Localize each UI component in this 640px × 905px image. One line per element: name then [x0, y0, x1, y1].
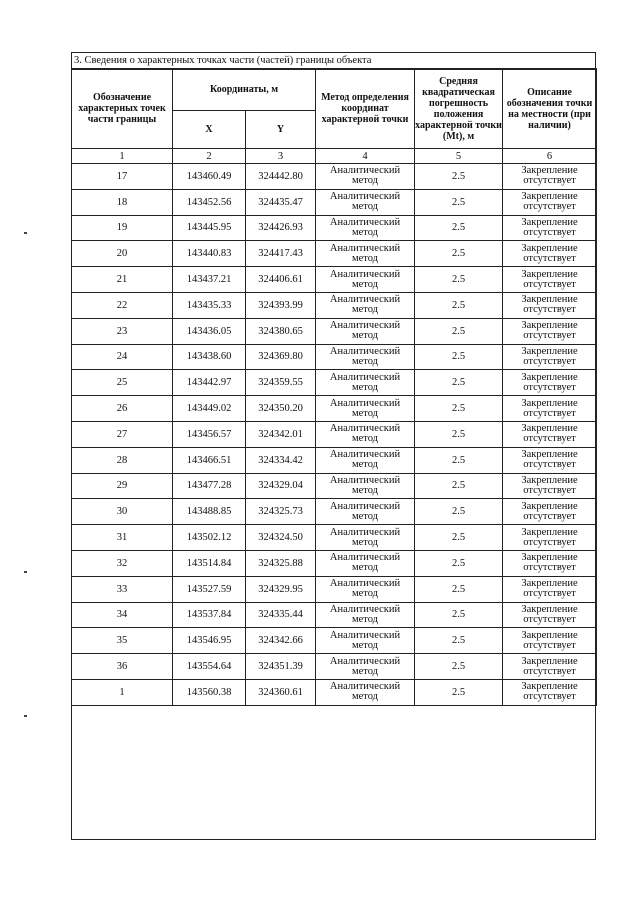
error-cell: 2.5	[415, 473, 503, 499]
point-cell: 18	[72, 189, 173, 215]
y-cell: 324325.88	[246, 550, 316, 576]
y-cell: 324417.43	[246, 241, 316, 267]
description-cell: Закрепление отсутствует	[503, 164, 597, 190]
table-row	[72, 318, 597, 344]
method-cell: Аналитический метод	[316, 679, 415, 705]
point-cell: 24	[72, 344, 173, 370]
x-cell: 143449.02	[173, 396, 246, 422]
x-cell: 143438.60	[173, 344, 246, 370]
document-frame	[71, 52, 596, 840]
table-row	[72, 473, 597, 499]
point-cell: 20	[72, 241, 173, 267]
method-cell: Аналитический метод	[316, 447, 415, 473]
x-cell: 143546.95	[173, 628, 246, 654]
method-cell: Аналитический метод	[316, 189, 415, 215]
y-cell: 324335.44	[246, 602, 316, 628]
method-cell: Аналитический метод	[316, 550, 415, 576]
method-cell: Аналитический метод	[316, 318, 415, 344]
point-cell: 21	[72, 267, 173, 293]
x-cell: 143554.64	[173, 654, 246, 680]
method-cell: Аналитический метод	[316, 241, 415, 267]
table-body	[72, 164, 597, 706]
description-cell: Закрепление отсутствует	[503, 679, 597, 705]
description-cell: Закрепление отсутствует	[503, 344, 597, 370]
table-row	[72, 525, 597, 551]
description-cell: Закрепление отсутствует	[503, 654, 597, 680]
table-row	[72, 602, 597, 628]
column-number: 1	[72, 149, 173, 164]
point-cell: 32	[72, 550, 173, 576]
table-row	[72, 654, 597, 680]
y-cell: 324406.61	[246, 267, 316, 293]
boundary-points-table	[71, 68, 597, 706]
header-coordinates: Координаты, м	[173, 69, 316, 111]
method-cell: Аналитический метод	[316, 292, 415, 318]
description-cell: Закрепление отсутствует	[503, 241, 597, 267]
y-cell: 324435.47	[246, 189, 316, 215]
y-cell: 324350.20	[246, 396, 316, 422]
description-cell: Закрепление отсутствует	[503, 267, 597, 293]
point-cell: 28	[72, 447, 173, 473]
y-cell: 324334.42	[246, 447, 316, 473]
method-cell: Аналитический метод	[316, 654, 415, 680]
method-cell: Аналитический метод	[316, 344, 415, 370]
table-row	[72, 628, 597, 654]
error-cell: 2.5	[415, 628, 503, 654]
error-cell: 2.5	[415, 396, 503, 422]
column-number-row	[72, 149, 597, 164]
header-x: X	[173, 111, 246, 149]
y-cell: 324369.80	[246, 344, 316, 370]
x-cell: 143466.51	[173, 447, 246, 473]
y-cell: 324393.99	[246, 292, 316, 318]
table-row	[72, 550, 597, 576]
point-cell: 29	[72, 473, 173, 499]
x-cell: 143440.83	[173, 241, 246, 267]
description-cell: Закрепление отсутствует	[503, 370, 597, 396]
method-cell: Аналитический метод	[316, 267, 415, 293]
y-cell: 324324.50	[246, 525, 316, 551]
y-cell: 324351.39	[246, 654, 316, 680]
method-cell: Аналитический метод	[316, 370, 415, 396]
x-cell: 143456.57	[173, 421, 246, 447]
description-cell: Закрепление отсутствует	[503, 447, 597, 473]
point-cell: 27	[72, 421, 173, 447]
x-cell: 143436.05	[173, 318, 246, 344]
y-cell: 324329.04	[246, 473, 316, 499]
point-cell: 26	[72, 396, 173, 422]
method-cell: Аналитический метод	[316, 215, 415, 241]
description-cell: Закрепление отсутствует	[503, 396, 597, 422]
error-cell: 2.5	[415, 267, 503, 293]
x-cell: 143502.12	[173, 525, 246, 551]
point-cell: 30	[72, 499, 173, 525]
section-title: 3. Сведения о характерных точках части (частей) границы объекта	[72, 53, 595, 70]
column-number: 6	[503, 149, 597, 164]
description-cell: Закрепление отсутствует	[503, 550, 597, 576]
y-cell: 324442.80	[246, 164, 316, 190]
point-cell: 31	[72, 525, 173, 551]
x-cell: 143514.84	[173, 550, 246, 576]
method-cell: Аналитический метод	[316, 602, 415, 628]
y-cell: 324325.73	[246, 499, 316, 525]
error-cell: 2.5	[415, 576, 503, 602]
table-row	[72, 241, 597, 267]
method-cell: Аналитический метод	[316, 421, 415, 447]
x-cell: 143442.97	[173, 370, 246, 396]
x-cell: 143460.49	[173, 164, 246, 190]
point-cell: 22	[72, 292, 173, 318]
table-row	[72, 370, 597, 396]
table-row	[72, 679, 597, 705]
y-cell: 324426.93	[246, 215, 316, 241]
column-number: 4	[316, 149, 415, 164]
point-cell: 23	[72, 318, 173, 344]
point-cell: 25	[72, 370, 173, 396]
description-cell: Закрепление отсутствует	[503, 602, 597, 628]
column-number: 3	[246, 149, 316, 164]
error-cell: 2.5	[415, 499, 503, 525]
method-cell: Аналитический метод	[316, 499, 415, 525]
method-cell: Аналитический метод	[316, 576, 415, 602]
table-row	[72, 292, 597, 318]
point-cell: 36	[72, 654, 173, 680]
error-cell: 2.5	[415, 164, 503, 190]
description-cell: Закрепление отсутствует	[503, 473, 597, 499]
x-cell: 143537.84	[173, 602, 246, 628]
scan-mark	[24, 571, 27, 573]
error-cell: 2.5	[415, 525, 503, 551]
column-number: 2	[173, 149, 246, 164]
x-cell: 143435.33	[173, 292, 246, 318]
header-method: Метод определения координат характерной точки	[316, 69, 415, 149]
method-cell: Аналитический метод	[316, 396, 415, 422]
description-cell: Закрепление отсутствует	[503, 292, 597, 318]
header-description: Описание обозначения точки на местности (при наличии)	[503, 69, 597, 149]
description-cell: Закрепление отсутствует	[503, 189, 597, 215]
method-cell: Аналитический метод	[316, 525, 415, 551]
x-cell: 143477.28	[173, 473, 246, 499]
y-cell: 324342.66	[246, 628, 316, 654]
error-cell: 2.5	[415, 421, 503, 447]
table-row	[72, 396, 597, 422]
table-row	[72, 215, 597, 241]
table-row	[72, 421, 597, 447]
method-cell: Аналитический метод	[316, 473, 415, 499]
error-cell: 2.5	[415, 292, 503, 318]
scan-mark	[24, 232, 27, 234]
error-cell: 2.5	[415, 679, 503, 705]
error-cell: 2.5	[415, 318, 503, 344]
x-cell: 143452.56	[173, 189, 246, 215]
description-cell: Закрепление отсутствует	[503, 499, 597, 525]
description-cell: Закрепление отсутствует	[503, 525, 597, 551]
error-cell: 2.5	[415, 241, 503, 267]
table-row	[72, 189, 597, 215]
x-cell: 143560.38	[173, 679, 246, 705]
error-cell: 2.5	[415, 189, 503, 215]
description-cell: Закрепление отсутствует	[503, 318, 597, 344]
table-row	[72, 164, 597, 190]
error-cell: 2.5	[415, 602, 503, 628]
point-cell: 34	[72, 602, 173, 628]
x-cell: 143445.95	[173, 215, 246, 241]
description-cell: Закрепление отсутствует	[503, 215, 597, 241]
table-row	[72, 344, 597, 370]
x-cell: 143488.85	[173, 499, 246, 525]
point-cell: 33	[72, 576, 173, 602]
header-error: Средняя квадратическая погрешность положения характерной точки (Mt), м	[415, 69, 503, 149]
y-cell: 324380.65	[246, 318, 316, 344]
point-cell: 19	[72, 215, 173, 241]
method-cell: Аналитический метод	[316, 164, 415, 190]
table-row	[72, 447, 597, 473]
error-cell: 2.5	[415, 550, 503, 576]
method-cell: Аналитический метод	[316, 628, 415, 654]
point-cell: 17	[72, 164, 173, 190]
description-cell: Закрепление отсутствует	[503, 576, 597, 602]
error-cell: 2.5	[415, 344, 503, 370]
y-cell: 324342.01	[246, 421, 316, 447]
error-cell: 2.5	[415, 215, 503, 241]
error-cell: 2.5	[415, 654, 503, 680]
x-cell: 143527.59	[173, 576, 246, 602]
y-cell: 324359.55	[246, 370, 316, 396]
description-cell: Закрепление отсутствует	[503, 421, 597, 447]
column-number: 5	[415, 149, 503, 164]
point-cell: 35	[72, 628, 173, 654]
error-cell: 2.5	[415, 370, 503, 396]
point-cell: 1	[72, 679, 173, 705]
header-y: Y	[246, 111, 316, 149]
error-cell: 2.5	[415, 447, 503, 473]
header-designation: Обозначение характерных точек части границы	[72, 69, 173, 149]
y-cell: 324360.61	[246, 679, 316, 705]
table-row	[72, 499, 597, 525]
table-row	[72, 576, 597, 602]
x-cell: 143437.21	[173, 267, 246, 293]
description-cell: Закрепление отсутствует	[503, 628, 597, 654]
table-row	[72, 267, 597, 293]
scan-mark	[24, 715, 27, 717]
y-cell: 324329.95	[246, 576, 316, 602]
